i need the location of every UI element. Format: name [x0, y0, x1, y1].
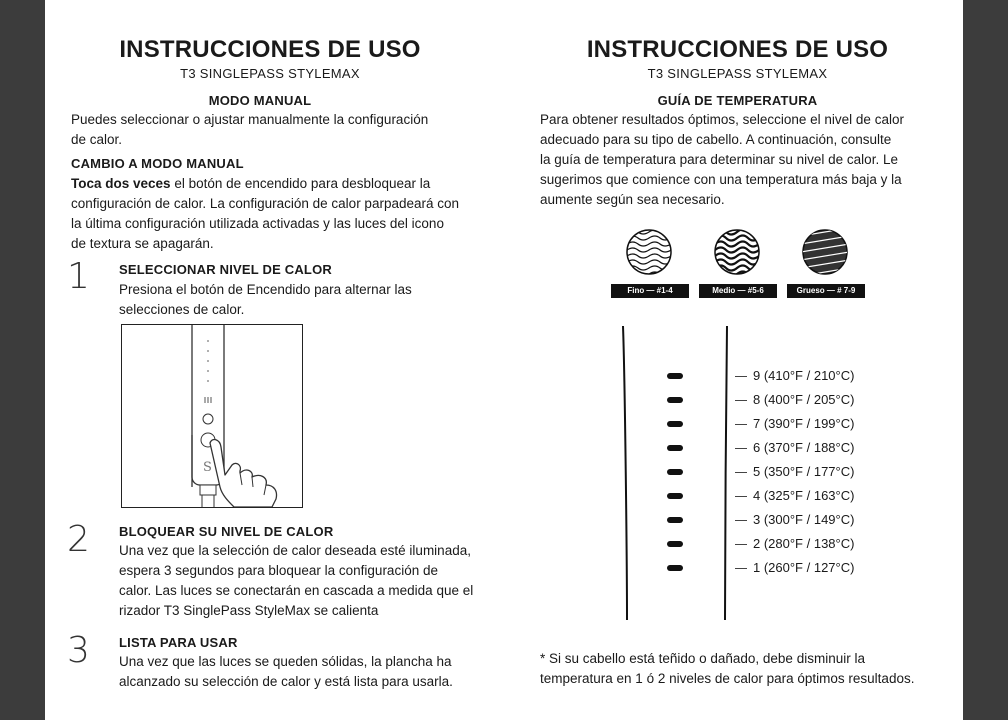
- cambio-text: Toca dos veces el botón de encendido para desbloquear la configuración de calor. La configuración de calor parpadeará con la última configuración utilizada activadas y las luces del icono de textura se apagarán.: [71, 176, 460, 251]
- step-2-number: 2: [67, 519, 90, 560]
- fine-hair-badge: Fino — #1-4: [611, 284, 689, 298]
- manual-heading: MODO MANUAL: [208, 93, 312, 108]
- heat-dash-4: [667, 493, 683, 499]
- fine-hair-texture-icon: [625, 228, 673, 276]
- step-3-number: 3: [67, 630, 90, 671]
- medium-hair-badge: Medio — #5-6: [699, 284, 777, 298]
- heat-level-5: 5 (350°F / 177°C): [735, 464, 854, 479]
- right-title: INSTRUCCIONES DE USO: [586, 36, 889, 63]
- heat-level-6: 6 (370°F / 188°C): [735, 440, 854, 455]
- heat-dash-9: [667, 373, 683, 379]
- footnote: * Si su cabello está teñido o dañado, debe disminuir la temperatura en 1 ó 2 niveles de calor para óptimos resultados.: [540, 651, 915, 686]
- heat-level-1: 1 (260°F / 127°C): [735, 560, 854, 575]
- heat-dash-2: [667, 541, 683, 547]
- heat-dash-7: [667, 421, 683, 427]
- step-3-text: Una vez que las luces se queden sólidas, la plancha ha alcanzado su selección de calor y está lista para usarla.: [119, 654, 453, 689]
- heat-level-3: 3 (300°F / 149°C): [735, 512, 854, 527]
- heat-level-7: 7 (390°F / 199°C): [735, 416, 854, 431]
- device-logo: S: [203, 460, 212, 475]
- hand-pressing-button-icon: [122, 325, 302, 507]
- step-1-text: Presiona el botón de Encendido para alternar las selecciones de calor.: [119, 282, 412, 317]
- right-subtitle: T3 SINGLEPASS STYLEMAX: [647, 66, 828, 81]
- coarse-hair-texture-icon: [801, 228, 849, 276]
- left-subtitle: T3 SINGLEPASS STYLEMAX: [180, 66, 360, 81]
- medium-hair-texture-icon: [713, 228, 761, 276]
- guide-heading: GUÍA DE TEMPERATURA: [657, 93, 818, 108]
- heat-dash-3: [667, 517, 683, 523]
- guide-text: Para obtener resultados óptimos, seleccione el nivel de calor adecuado para su tipo de cabello. A continuación, consulte la guía de temperatura para determinar su nivel de calor. Le sugerimos que comience con una temperatura más baja y la aumente según sea necesario.: [540, 112, 904, 207]
- heat-dash-1: [667, 565, 683, 571]
- cambio-heading: CAMBIO A MODO MANUAL: [71, 156, 244, 171]
- step-2-text: Una vez que la selección de calor deseada esté iluminada, espera 3 segundos para bloquear la configuración de calor. Las luces se conectarán en cascada a medida que el rizador T3 SinglePass StyleMax se calienta: [119, 543, 474, 618]
- left-title: INSTRUCCIONES DE USO: [119, 36, 421, 63]
- heat-dash-8: [667, 397, 683, 403]
- step-1-number: 1: [67, 256, 90, 297]
- step-3-heading: LISTA PARA USAR: [119, 635, 238, 650]
- device-illustration: [121, 324, 303, 508]
- heat-dash-5: [667, 469, 683, 475]
- heat-level-9: 9 (410°F / 210°C): [735, 368, 854, 383]
- step-2-heading: BLOQUEAR SU NIVEL DE CALOR: [119, 524, 334, 539]
- heat-dash-6: [667, 445, 683, 451]
- manual-text: Puedes seleccionar o ajustar manualmente la configuración de calor.: [71, 112, 429, 147]
- heat-level-2: 2 (280°F / 138°C): [735, 536, 854, 551]
- step-1-heading: SELECCIONAR NIVEL DE CALOR: [119, 262, 332, 277]
- document-page: [45, 0, 963, 720]
- heat-level-4: 4 (325°F / 163°C): [735, 488, 854, 503]
- coarse-hair-badge: Grueso — # 7-9: [787, 284, 865, 298]
- heat-level-8: 8 (400°F / 205°C): [735, 392, 854, 407]
